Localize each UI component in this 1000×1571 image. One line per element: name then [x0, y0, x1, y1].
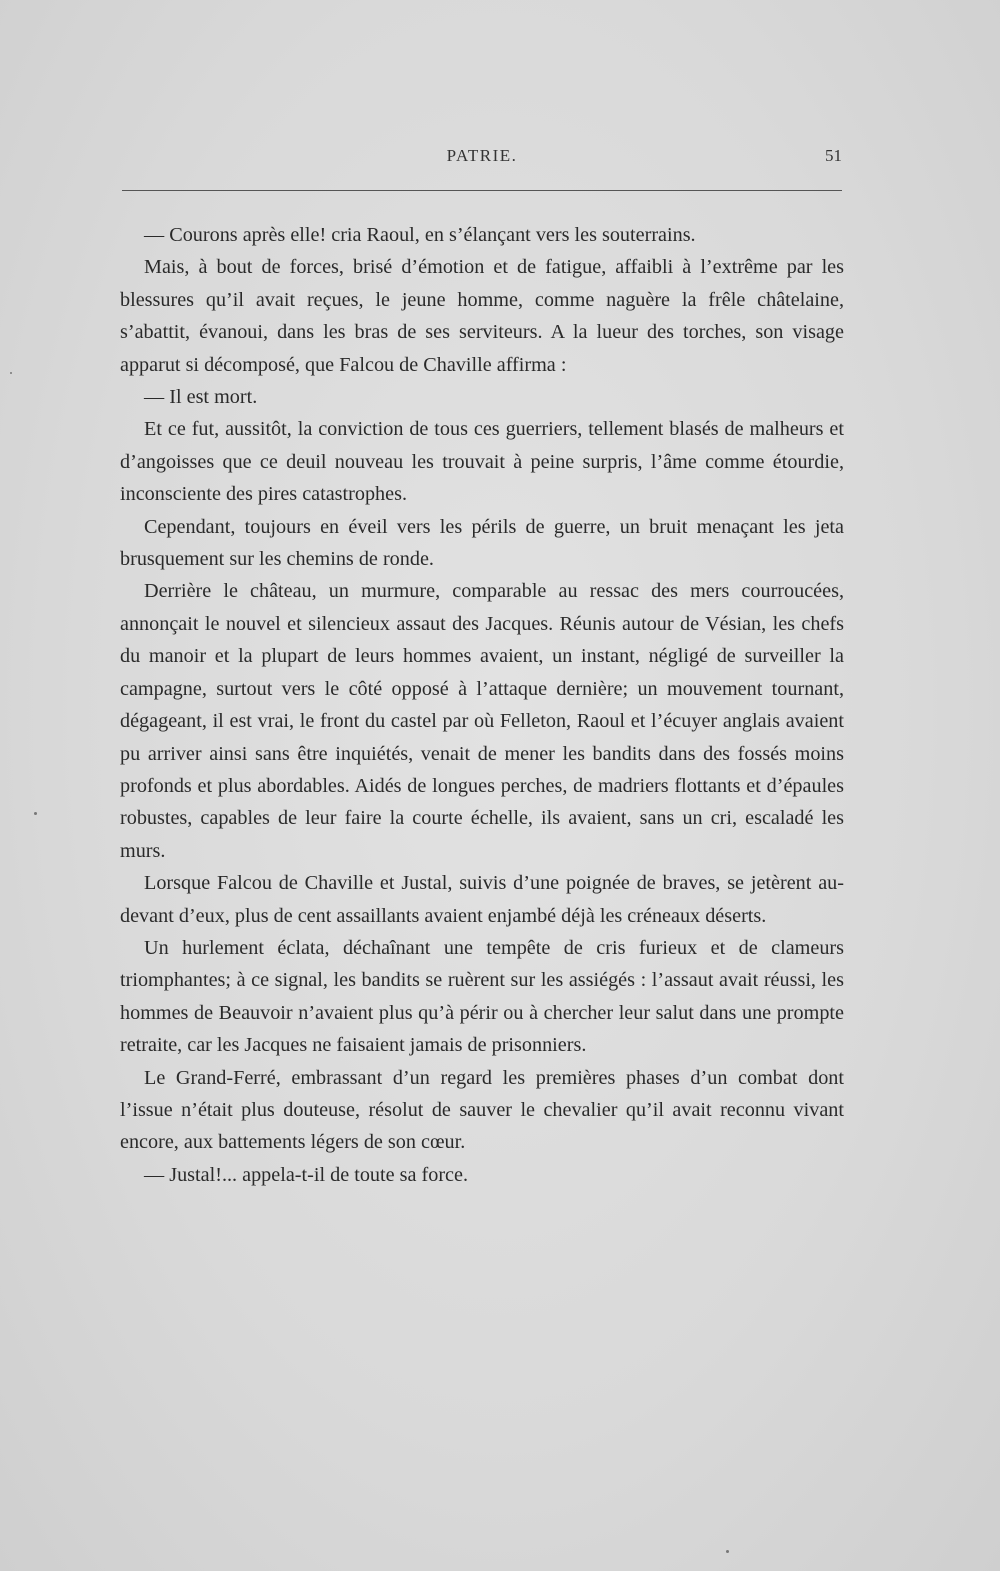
- paragraph: Un hurlement éclata, déchaînant une tempête de cris furieux et de clameurs triomphantes; à ce signal, les bandits se ruèrent sur les assiégés : l’assaut avait réussi, les hommes de Beauvoir n’avaient plus qu’à périr ou à chercher leur salut dans une prompte retraite, car les Jacques ne faisaient jamais de prisonniers.: [120, 936, 844, 1057]
- running-title: PATRIE.: [446, 146, 518, 165]
- header-rule: [122, 190, 842, 191]
- paper-speck: [726, 1550, 729, 1553]
- paragraph: Le Grand-Ferré, embrassant d’un regard les premières phases d’un combat dont l’issue n’était plus douteuse, résolut de sauver le chevalier qu’il avait reconnu vivant encore, aux battements légers de son cœur.: [120, 1066, 844, 1154]
- paragraph: Lorsque Falcou de Chaville et Justal, suivis d’une poignée de braves, se jetèrent au-devant d’eux, plus de cent assaillants avaient enjambé déjà les créneaux déserts.: [120, 872, 844, 927]
- paragraph: Et ce fut, aussitôt, la conviction de tous ces guerriers, tellement blasés de malheurs et d’angoisses que ce deuil nouveau les trouvait à peine surpris, l’âme comme étourdie, inconsciente des pires catastrophes.: [120, 418, 844, 506]
- page-number: 51: [825, 146, 842, 165]
- paragraph: Mais, à bout de forces, brisé d’émotion et de fatigue, affaibli à l’extrême par les blessures qu’il avait reçues, le jeune homme, comme naguère la frêle châtelaine, s’abattit, évanoui, dans les bras de ses serviteurs. A la lueur des torches, son visage apparut si décomposé, que Falcou de Chaville affirma :: [120, 256, 844, 376]
- paragraph: Cependant, toujours en éveil vers les périls de guerre, un bruit menaçant les jeta brusquement sur les chemins de ronde.: [120, 515, 844, 571]
- body-text: [120, 219, 844, 1191]
- running-head: [120, 146, 844, 172]
- paragraph: — Il est mort.: [144, 386, 258, 409]
- paragraph: — Justal!... appela-t-il de toute sa force.: [144, 1163, 469, 1186]
- paragraph: Derrière le château, un murmure, comparable au ressac des mers courroucées, annonçait le nouvel et silencieux assaut des Jacques. Réunis autour de Vésian, les chefs du manoir et la plupart de leurs hommes avaient, un instant, négligé de surveiller la campagne, surtout vers le côté opposé à l’attaque dernière; un mouvement tournant, dégageant, il est vrai, le front du castel par où Felleton, Raoul et l’écuyer anglais avaient pu arriver ainsi sans être inquiétés, venait de mener les bandits dans des fossés moins profonds et plus abordables. Aidés de longues perches, de madriers flottants et d’épaules robustes, capables de leur faire la courte échelle, ils avaient, sans un cri, escaladé les murs.: [120, 580, 844, 862]
- paragraph: — Courons après elle! cria Raoul, en s’élançant vers les souterrains.: [144, 224, 696, 246]
- paper-speck: [34, 812, 37, 815]
- paper-speck: [10, 372, 12, 374]
